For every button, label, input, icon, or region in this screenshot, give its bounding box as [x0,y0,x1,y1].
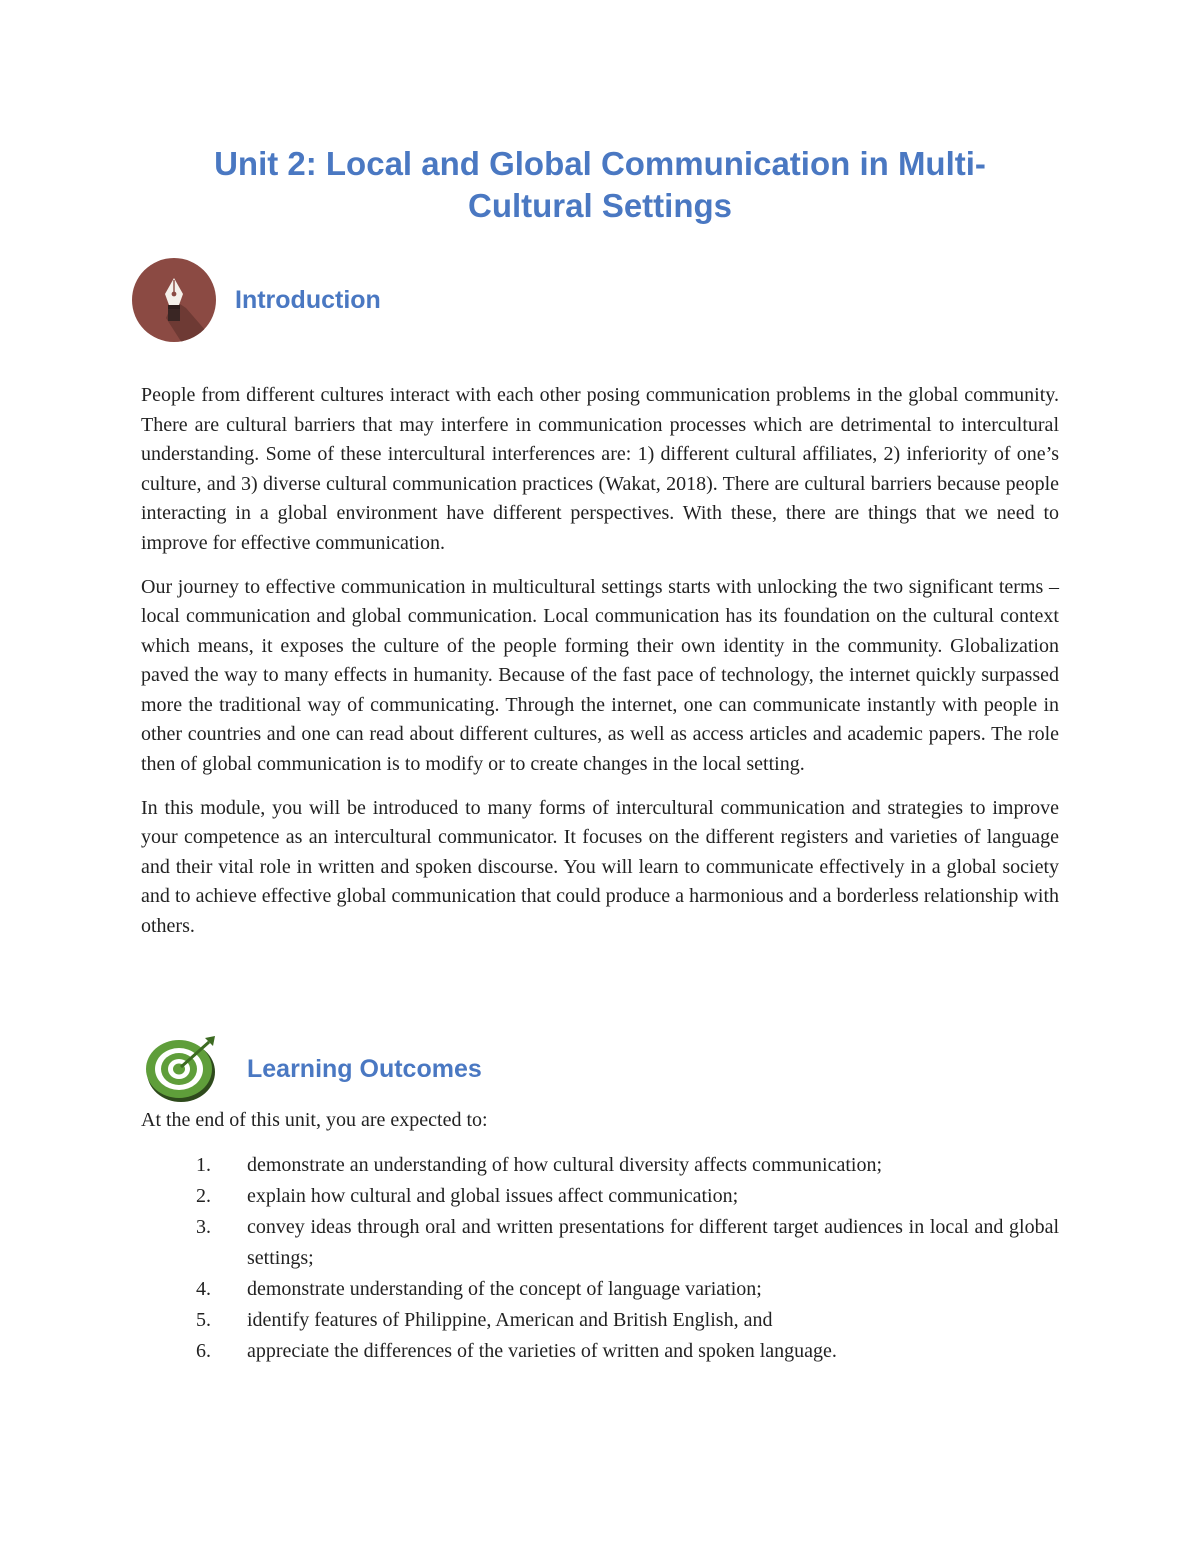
outcomes-intro-text: At the end of this unit, you are expected to: [141,1109,488,1131]
list-item-text: demonstrate an understanding of how cultural diversity affects communication; [247,1154,883,1176]
list-item-text: appreciate the differences of the varieties of written and spoken language. [247,1340,837,1362]
list-item-number: 6. [196,1340,211,1362]
learning-outcomes-heading: Learning Outcomes [247,1054,482,1083]
list-item [141,1274,1059,1305]
list-item [141,1336,1059,1367]
intro-paragraph-2: Our journey to effective communication in multicultural settings starts with unlocking the two significant terms – local communication and global communication. Local communication has its foundation on the cultural context which means, it exposes the culture of the people forming their own identity in the community. Globalization paved the way to many effects in humanity. Because of the fast pace of technology, the internet quickly surpassed more the traditional way of communicating. Through the internet, one can communicate instantly with people in other countries and one can read about different cultures, as well as access articles and academic papers. The role then of global communication is to modify or to create changes in the local setting. [141,575,1059,775]
list-item-number: 3. [196,1216,211,1238]
target-icon [143,1034,219,1104]
list-item [141,1305,1059,1336]
introduction-body [141,381,1059,956]
page-title [140,143,1060,227]
list-item-text: identify features of Philippine, American and British English, and [247,1309,773,1331]
list-item-number: 4. [196,1278,211,1300]
introduction-heading: Introduction [235,285,381,314]
list-item-text: convey ideas through oral and written presentations for different target audiences in local and global settings; [247,1216,1059,1269]
list-item-number: 2. [196,1185,211,1207]
introduction-header [128,258,381,342]
list-item [141,1150,1059,1181]
list-item-number: 5. [196,1309,211,1331]
list-item-text: demonstrate understanding of the concept of language variation; [247,1278,762,1300]
list-item [141,1181,1059,1212]
list-item-text: explain how cultural and global issues affect communication; [247,1185,739,1207]
list-item-number: 1. [196,1154,211,1176]
intro-paragraph-1: People from different cultures interact with each other posing communication problems in the global community. There are cultural barriers that may interfere in communication processes which are detrimental to intercultural understanding. Some of these intercultural interferences are: 1) different cultural affiliates, 2) inferiority of one’s culture, and 3) diverse cultural communication practices (Wakat, 2018). There are cultural barriers because people interacting in a global environment have different perspectives. With these, there are things that we need to improve for effective communication. [141,384,1059,554]
list-item [141,1212,1059,1274]
learning-outcomes-header [143,1034,482,1104]
title-line-2: Cultural Settings [467,187,733,224]
intro-paragraph-3: In this module, you will be introduced to many forms of intercultural communication and strategies to improve your competence as an intercultural communicator. It focuses on the different registers and varieties of language and their vital role in written and spoken discourse. You will learn to communicate effectively in a global society and to achieve effective global communication that could produce a harmonious and a borderless relationship with others. [141,796,1059,937]
outcomes-list [141,1150,1059,1367]
pen-nib-icon [128,258,220,342]
title-line-1: Unit 2: Local and Global Communication in Multi- [214,145,986,182]
